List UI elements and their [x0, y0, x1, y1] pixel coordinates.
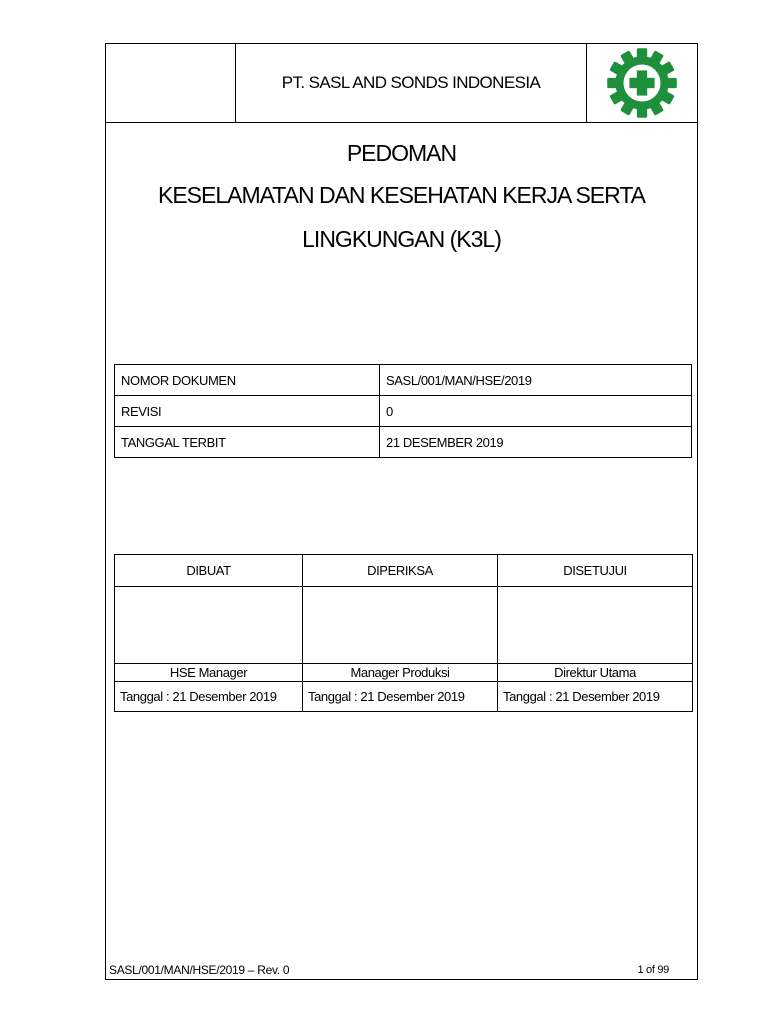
footer-page-number: 1 of 99 [637, 964, 669, 976]
approval-date: Tanggal : 21 Desember 2019 [303, 682, 498, 712]
title-line-3: LINGKUNGAN (K3L) [302, 226, 501, 252]
info-value: 21 DESEMBER 2019 [380, 427, 692, 458]
signature-box [303, 587, 498, 664]
footer-doc-ref: SASL/001/MAN/HSE/2019 – Rev. 0 [109, 963, 290, 977]
role-name: HSE Manager [115, 664, 303, 682]
approval-header-row [115, 555, 693, 587]
header-blank-cell [106, 44, 236, 122]
signature-row [115, 587, 693, 664]
date-row [115, 682, 693, 712]
company-name: PT. SASL AND SONDS INDONESIA [236, 44, 587, 122]
approval-date: Tanggal : 21 Desember 2019 [115, 682, 303, 712]
title-line-2: KESELAMATAN DAN KESEHATAN KERJA SERTA [157, 182, 646, 208]
document-header [106, 44, 697, 123]
k3-safety-cross-gear-icon [605, 46, 679, 120]
approval-header: DIBUAT [115, 555, 303, 587]
info-value: SASL/001/MAN/HSE/2019 [380, 365, 692, 396]
info-value: 0 [380, 396, 692, 427]
approval-header: DISETUJUI [498, 555, 693, 587]
title-line-1: PEDOMAN [346, 140, 457, 166]
role-name: Manager Produksi [303, 664, 498, 682]
table-row [115, 396, 692, 427]
approval-header: DIPERIKSA [303, 555, 498, 587]
info-label: TANGGAL TERBIT [115, 427, 380, 458]
approval-date: Tanggal : 21 Desember 2019 [498, 682, 693, 712]
logo-cell [587, 44, 697, 122]
table-row [115, 427, 692, 458]
info-label: NOMOR DOKUMEN [115, 365, 380, 396]
role-row [115, 664, 693, 682]
document-page [105, 43, 698, 980]
info-label: REVISI [115, 396, 380, 427]
signature-box [115, 587, 303, 664]
table-row [115, 365, 692, 396]
approval-table [114, 554, 693, 712]
signature-box [498, 587, 693, 664]
document-info-table [114, 364, 692, 458]
role-name: Direktur Utama [498, 664, 693, 682]
